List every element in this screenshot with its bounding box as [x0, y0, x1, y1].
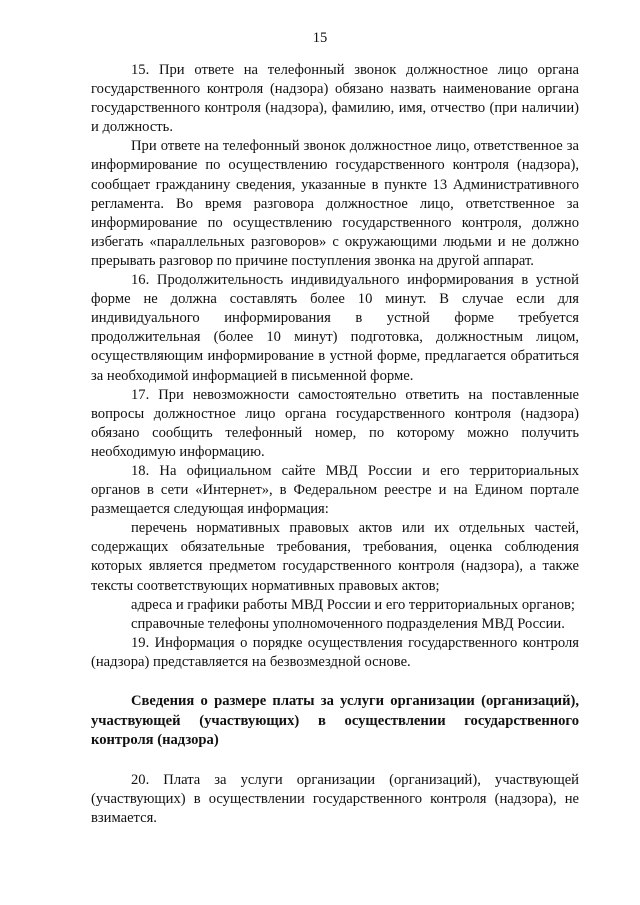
paragraph-18-item-3: справочные телефоны уполномоченного подразделения МВД России. — [131, 615, 565, 632]
paragraph-17: 17. При невозможности самостоятельно ответить на поставленные вопросы должностное лицо органа государственного контроля (надзора) обязано сообщить телефонный номер, по которому можно получить необходимую информацию. — [91, 386, 579, 460]
paragraph-18-item-1: перечень нормативных правовых актов или их отдельных частей, содержащих обязательные требования, требования, оценка соблюдения которых является предметом государственного контроля (надзора), а также тексты соответствующих нормативных правовых актов; — [91, 520, 579, 594]
paragraph-16: 16. Продолжительность индивидуального информирования в устной форме не должна составлять более 10 минут. В случае если для индивидуального информирования в устной форме требуется продолжительная (более 10 минут) подготовка, должностным лицом, осуществляющим информирование в устной форме, предлагается обратиться за необходимой информацией в письменной форме. — [91, 272, 579, 384]
paragraph-18-item-2: адреса и графики работы МВД России и его территориальных органов; — [131, 596, 575, 613]
page-number: 15 — [312, 30, 328, 46]
paragraph-19: 19. Информация о порядке осуществления государственного контроля (надзора) представляется на безвозмездной основе. — [91, 634, 579, 670]
paragraph-18: 18. На официальном сайте МВД России и его территориальных органов в сети «Интернет», в Федеральном реестре и на Едином портале размещается следующая информация: — [91, 462, 579, 518]
paragraph-15-continued: При ответе на телефонный звонок должностное лицо, ответственное за информирование по осуществлению государственного контроля (надзора), сообщает гражданину сведения, указанные в пункте 13 Административного регламента. Во время разговора должностное лицо, ответственное за информирование по осуществлению государственного контроля, должно избегать «параллельных разговоров» с окружающими людьми и не должно прерывать разговор по причине поступления звонка на другой аппарат. — [91, 138, 579, 269]
document-body — [91, 61, 579, 828]
paragraph-15: 15. При ответе на телефонный звонок должностное лицо органа государственного контроля (надзора) обязано назвать наименование органа государственного контроля (надзора), фамилию, имя, отчество (при наличии) и должность. — [91, 62, 579, 136]
section-heading: Сведения о размере платы за услуги организации (организаций), участвующей (участвующих) в осуществлении государственного контроля (надзора) — [91, 693, 579, 748]
paragraph-20: 20. Плата за услуги организации (организаций), участвующей (участвующих) в осуществлении государственного контроля (надзора), не взимается. — [91, 771, 579, 826]
